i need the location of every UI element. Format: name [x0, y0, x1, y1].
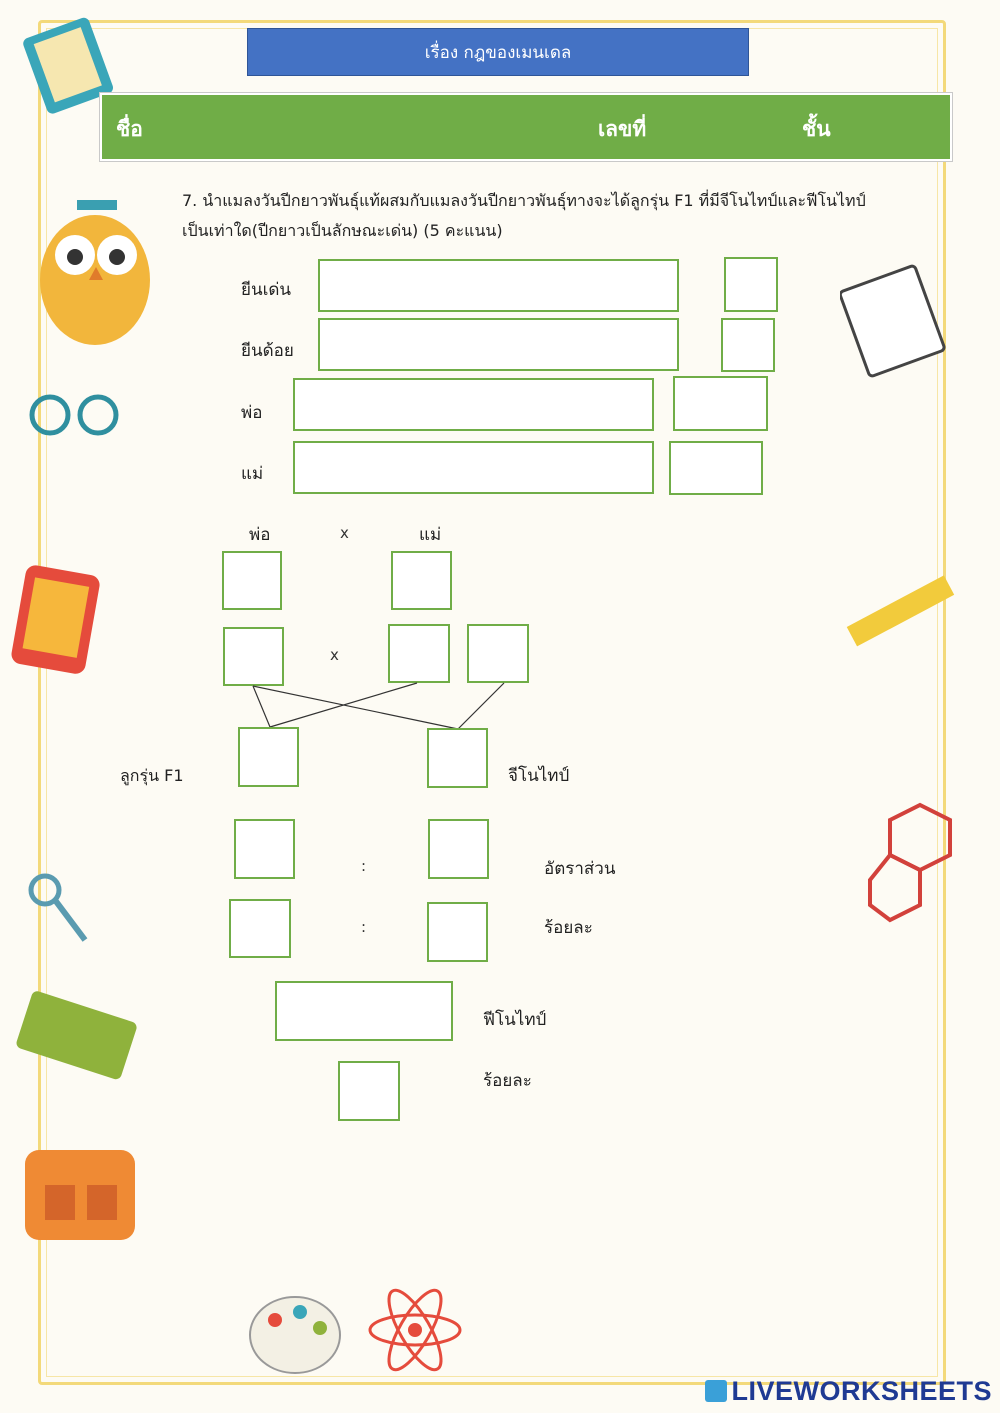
phenotype-label: ฟีโนไทป์: [483, 1010, 547, 1030]
name-label: ชื่อ: [116, 117, 143, 141]
cross-mother-label: แม่: [419, 525, 442, 545]
dominant-gene-label: ยีนเด่น: [241, 280, 292, 300]
genotype-label: จีโนไทป์: [508, 766, 570, 786]
worksheet-title-text: เรื่อง กฎของเมนเดล: [424, 42, 572, 63]
ratio-separator: :: [361, 857, 367, 875]
genotype-ratio-box-1[interactable]: [234, 819, 295, 879]
mother-label: แม่: [241, 464, 264, 484]
f1-genotype-box-2[interactable]: [427, 728, 488, 788]
cross-symbol: x: [340, 524, 349, 542]
cross-father-label: พ่อ: [249, 525, 271, 545]
percent-separator: :: [361, 918, 367, 936]
father-label: พ่อ: [241, 403, 263, 423]
brand-text: LIVEWORKSHEETS: [731, 1376, 992, 1406]
genotype-ratio-box-2[interactable]: [428, 819, 489, 879]
offspring-f1-label: ลูกรุ่น F1: [120, 766, 184, 785]
genotype-percent-box-1[interactable]: [229, 899, 291, 958]
gamete-cross-symbol: x: [330, 646, 339, 664]
phenotype-input[interactable]: [275, 981, 453, 1041]
question-text: 7. นำแมลงวันปีกยาวพันธุ์แท้ผสมกับแมลงวันปีกยาวพันธุ์ทางจะได้ลูกรุ่น F1 ที่มีจีโนไทป์และฟีโนไทป์เป็นเท่าใด(ปีกยาวเป็นลักษณะเด่น) (5 คะแนน): [182, 191, 866, 240]
phenotype-percent-label: ร้อยละ: [483, 1071, 532, 1091]
percent-label: ร้อยละ: [544, 918, 593, 938]
phenotype-percent-box[interactable]: [338, 1061, 400, 1121]
liveworksheets-icon: [705, 1380, 727, 1402]
liveworksheets-logo[interactable]: [705, 1376, 992, 1407]
ratio-label: อัตราส่วน: [544, 859, 616, 879]
f1-genotype-box-1[interactable]: [238, 727, 299, 787]
class-label: ชั้น: [802, 117, 831, 141]
number-label: เลขที่: [598, 117, 647, 141]
genotype-percent-box-2[interactable]: [427, 902, 488, 962]
recessive-gene-label: ยีนด้อย: [241, 341, 294, 361]
